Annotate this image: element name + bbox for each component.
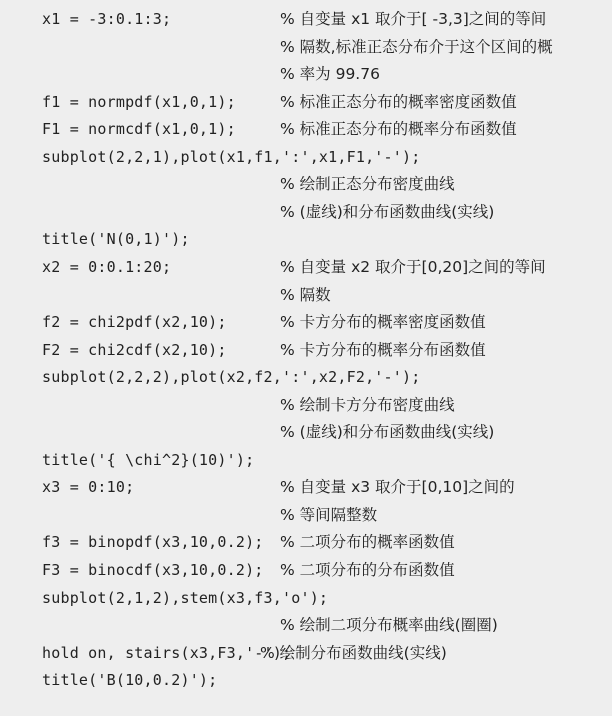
code-line <box>0 394 612 416</box>
code-comment: % 标准正态分布的概率密度函数值 <box>280 92 517 111</box>
code-comment: % 自变量 x3 取介于[0,10]之间的 <box>280 478 515 497</box>
code-comment: % 隔数 <box>280 285 331 304</box>
code-text: f3 = binopdf(x3,10,0.2); <box>42 533 264 552</box>
code-line <box>0 36 612 58</box>
code-comment: % 卡方分布的概率密度函数值 <box>280 313 486 332</box>
code-text: title('{ \chi^2}(10)'); <box>42 450 255 469</box>
code-text: x2 = 0:0.1:20; <box>42 257 172 276</box>
code-comment: % 绘制二项分布概率曲线(圈圈) <box>280 616 498 635</box>
code-comment: % 绘制卡方分布密度曲线 <box>280 395 455 414</box>
code-comment: % 率为 99.76 <box>280 65 380 84</box>
code-text: title('B(10,0.2)'); <box>42 671 218 690</box>
code-line <box>0 421 612 443</box>
code-comment: % (虚线)和分布函数曲线(实线) <box>280 202 495 221</box>
code-comment: % 二项分布的分布函数值 <box>280 561 455 579</box>
code-line <box>0 118 612 140</box>
code-text: title('N(0,1)'); <box>42 230 190 249</box>
code-line <box>0 531 612 553</box>
code-text: x1 = -3:0.1:3; <box>42 10 172 28</box>
code-line <box>0 366 612 388</box>
code-text: f1 = normpdf(x1,0,1); <box>42 92 236 111</box>
code-text: F2 = chi2cdf(x2,10); <box>42 340 227 359</box>
code-line <box>0 642 612 664</box>
code-line <box>0 91 612 113</box>
code-line <box>0 284 612 306</box>
code-line <box>0 476 612 498</box>
code-text: f2 = chi2pdf(x2,10); <box>42 313 227 332</box>
code-line <box>0 449 612 471</box>
code-comment: % 隔数,标准正态分布介于这个区间的概 <box>280 37 553 56</box>
code-comment: % 标准正态分布的概率分布函数值 <box>280 120 517 139</box>
code-text: F3 = binocdf(x3,10,0.2); <box>42 561 264 579</box>
code-line <box>0 504 612 526</box>
code-comment: % 自变量 x1 取介于[ -3,3]之间的等间 <box>280 10 547 28</box>
code-line <box>0 228 612 250</box>
code-line <box>0 669 612 691</box>
code-text: x3 = 0:10; <box>42 478 135 497</box>
code-comment: % 自变量 x2 取介于[0,20]之间的等间 <box>280 257 546 276</box>
code-text: hold on, stairs(x3,F3,'-'); <box>42 643 292 662</box>
code-text: subplot(2,2,2),plot(x2,f2,':',x2,F2,'-'); <box>42 368 421 387</box>
code-line <box>0 311 612 333</box>
code-line <box>0 559 612 581</box>
code-comment: % 绘制分布函数曲线(实线) <box>260 643 447 662</box>
code-line <box>0 256 612 278</box>
code-line <box>0 614 612 636</box>
code-text: subplot(2,1,2),stem(x3,f3,'o'); <box>42 588 329 607</box>
code-comment: % 等间隔整数 <box>280 505 378 524</box>
code-line <box>0 146 612 168</box>
code-line <box>0 201 612 223</box>
code-comment: % 绘制正态分布密度曲线 <box>280 175 455 194</box>
code-line <box>0 173 612 195</box>
code-line <box>0 63 612 85</box>
code-line <box>0 587 612 609</box>
code-comment: % 二项分布的概率函数值 <box>280 533 455 552</box>
code-text: subplot(2,2,1),plot(x1,f1,':',x1,F1,'-'); <box>42 147 421 166</box>
code-line <box>0 339 612 361</box>
code-comment: % (虚线)和分布函数曲线(实线) <box>280 423 495 442</box>
code-text: F1 = normcdf(x1,0,1); <box>42 120 236 139</box>
code-comment: % 卡方分布的概率分布函数值 <box>280 340 486 359</box>
code-line <box>0 8 612 30</box>
